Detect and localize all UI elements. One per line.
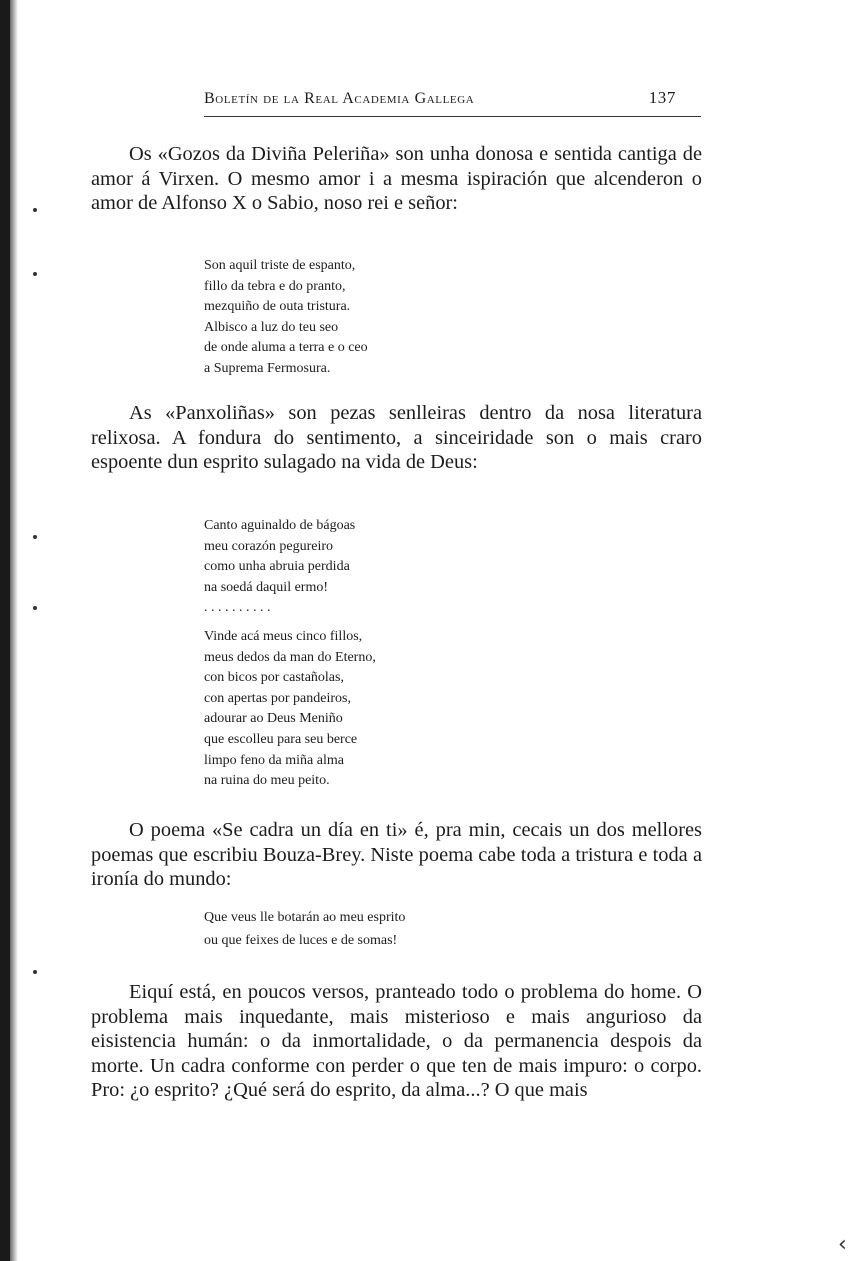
verse-line: Son aquil triste de espanto, [204, 258, 356, 273]
verse-line: de onde aluma a terra e o ceo [204, 340, 368, 356]
verse-line: limpo feno da miña alma [204, 752, 344, 768]
verse-line: na soedá daquil ermo! [204, 579, 329, 595]
verse-line: que escolleu para seu berce [204, 731, 358, 747]
margin-speck [33, 606, 37, 610]
paragraph-se-cadra-text: O poema «Se cadra un día en ti» é, pra min, cecais un dos mellores poemas que escribiu Bouza-Brey. Niste poema cabe toda a tristura e toda a ironía do mundo: [91, 819, 702, 890]
margin-speck [33, 272, 37, 276]
margin-speck [33, 208, 37, 212]
verse-line: Albisco a luz do teu seo [204, 319, 339, 335]
binding-edge-gradient [10, 0, 18, 1261]
verse-line: meus dedos da man do Eterno, [204, 649, 376, 665]
book-binding-shadow [0, 0, 10, 1261]
running-title: Boletín de la Real Academia Gallega [204, 90, 475, 107]
verse-line: a Suprema Fermosura. [204, 360, 331, 376]
paragraph-panxolinas-text: As «Panxoliñas» son pezas senlleiras dentro da nosa literatura relixosa. A fondura do sentimento, a sinceiridade son o mais craro espoente dun esprito sulagado na vida de Deus: [91, 402, 702, 473]
paragraph-gozos-text: Os «Gozos da Diviña Peleriña» son unha donosa e sentida cantiga de amor á Virxen. O mesmo amor i a mesma ispiración que alcenderon o amor de Alfonso X o Sabio, noso rei e señor: [91, 143, 702, 214]
page-number: 137 [648, 88, 676, 107]
header-rule [204, 116, 701, 117]
verse-line: meu corazón pegureiro [204, 538, 334, 554]
corner-bracket-glyph: ‹ [838, 1232, 847, 1257]
verse-block-2 [204, 516, 684, 619]
verse-block-1 [204, 256, 684, 380]
verse-block-3 [204, 627, 684, 792]
verse-line: adourar ao Deus Meniño [204, 711, 343, 727]
verse-ellipsis: . . . . . . . . . . [204, 600, 271, 616]
verse-block-4 [204, 906, 684, 952]
paragraph-se-cadra [91, 818, 702, 892]
verse-line: ou que feixes de luces e de somas! [204, 933, 398, 948]
paragraph-gozos [91, 142, 702, 216]
verse-line: mezquiño de outa tristura. [204, 299, 351, 315]
paragraph-eiqui [91, 980, 702, 1103]
paragraph-eiqui-text: Eiquí está, en poucos versos, pranteado todo o problema do home. O problema mais inquedante, mais misterioso e mais angurioso da eisistencia humán: o da inmortalidade, o da permanencia despois da morte. Un cadra conforme con perder o que ten de mais impuro: o corpo. Pro: ¿o esprito? ¿Qué será do esprito, da alma...? O que mais [91, 981, 702, 1101]
margin-speck [33, 535, 37, 539]
verse-line: fillo da tebra e do pranto, [204, 278, 346, 294]
verse-line: Que veus lle botarán ao meu esprito [204, 910, 406, 925]
margin-speck [33, 970, 37, 974]
verse-line: Vinde acá meus cinco fillos, [204, 629, 363, 644]
verse-line: Canto aguinaldo de bágoas [204, 518, 356, 533]
paragraph-panxolinas [91, 401, 702, 475]
verse-line: con apertas por pandeiros, [204, 690, 351, 706]
verse-line: con bicos por castañolas, [204, 670, 344, 686]
verse-line: como unha abruia perdida [204, 559, 350, 575]
verse-line: na ruina do meu peito. [204, 773, 330, 789]
page-header [204, 88, 700, 114]
